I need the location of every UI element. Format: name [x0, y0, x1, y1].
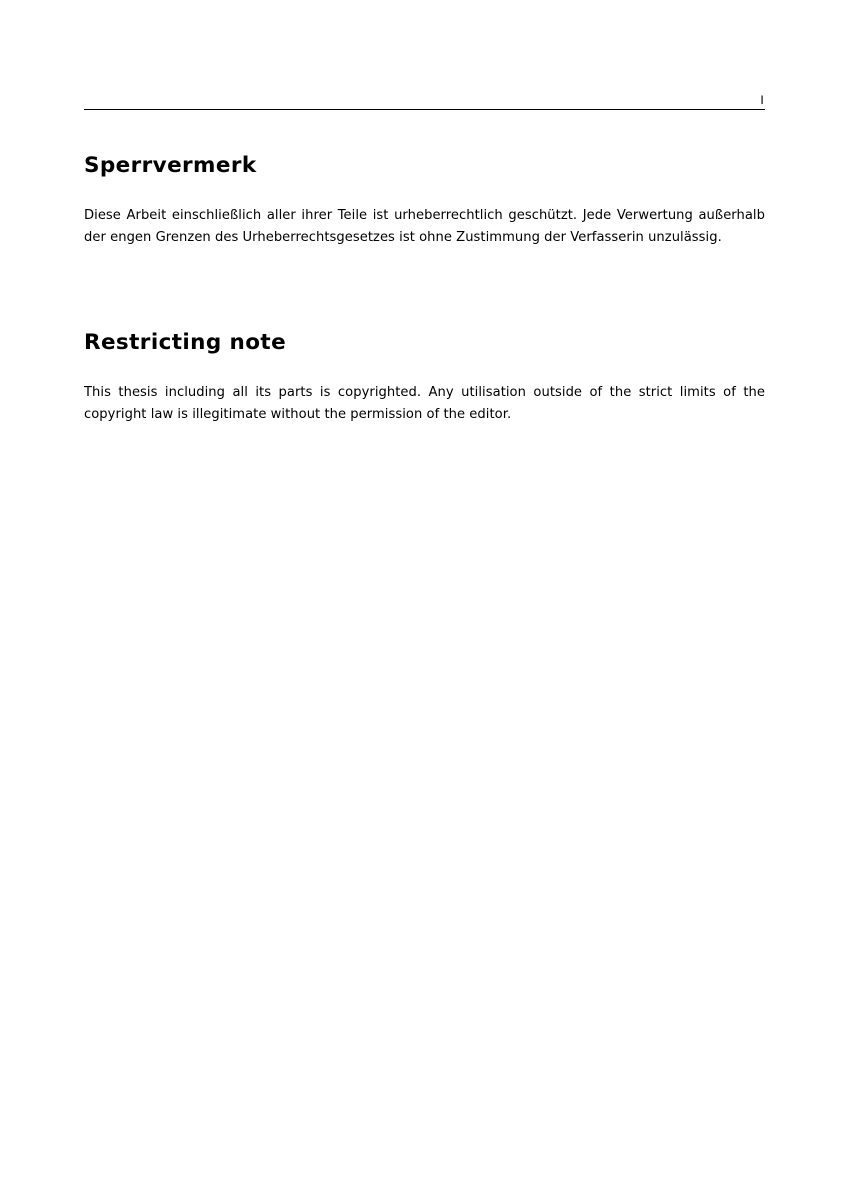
section-sperrvermerk: [84, 153, 765, 250]
page-content: [84, 86, 765, 427]
header-rule: [84, 109, 765, 110]
title-spacer: [84, 356, 765, 382]
page-number: I: [760, 92, 764, 107]
section-restricting-note: [84, 330, 765, 427]
paragraph-restricting-note: This thesis including all its parts is copyrighted. Any utilisation outside of the strict limits of the copyright law is illegitimate without the permission of the editor.: [84, 384, 765, 423]
page-header: [84, 86, 765, 106]
title-spacer: [84, 179, 765, 205]
page-title-restricting-note: Restricting note: [84, 329, 287, 355]
paragraph-sperrvermerk: Diese Arbeit einschließlich aller ihrer Teile ist urheberrechtlich geschützt. Jede Verwertung außerhalb der engen Grenzen des Urheberrechtsgesetzes ist ohne Zustimmung der Verfasserin unzulässig.: [84, 207, 765, 246]
page-title-sperrvermerk: Sperrvermerk: [84, 153, 257, 178]
